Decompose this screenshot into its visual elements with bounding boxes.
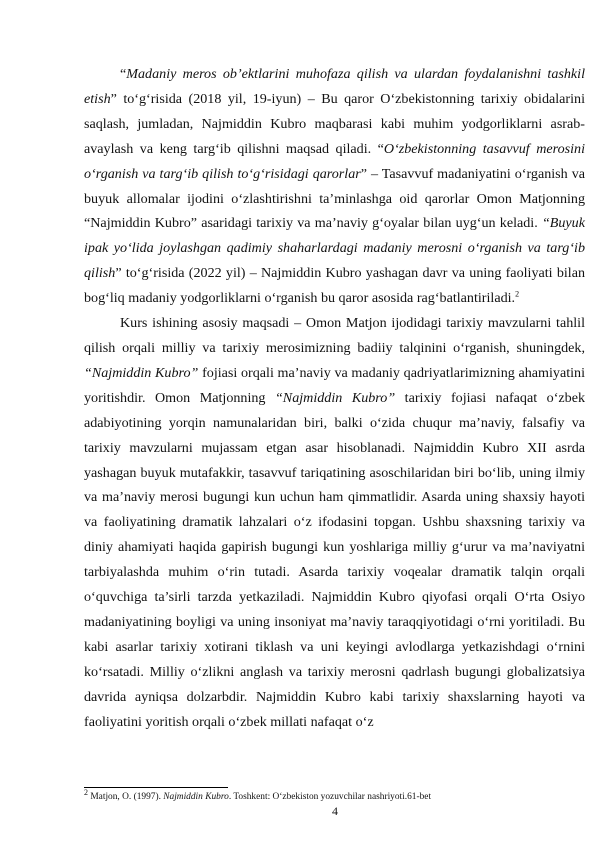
- footnote-divider: [84, 787, 228, 788]
- body-text: [84, 62, 585, 734]
- decree-text-1: to‘g‘risida (2018 yil, 19-iyun) – Bu qaror O‘zbekistonning tarixiy obidalarini saqlash, jumladan, Najmiddin Kubro maqbarasi kabi muhim yodgorliklarni asrab-avaylash va keng targ‘ib qilishni maqsad qiladi.: [84, 90, 585, 157]
- footnote: [84, 787, 585, 803]
- decree-text-3: to‘g‘risida (2022 yil) – Najmiddin Kubro yashagan davr va uning faoliyati bilan bog‘liq madaniy yodgorliklarni o‘rganish bu qaror asosida rag‘batlantiriladi.: [84, 265, 585, 307]
- decree-text-2: – Tasavvuf madaniyatini o‘rganish va buyuk allomalar ijodini o‘zlashtirishni ta’minlashga oid qarorlar Omon Matjonning “Najmiddin Kubro” asaridagi tarixiy va ma’naviy g‘oyalar bilan uyg‘un keladi.: [84, 165, 585, 232]
- footnote-author: Matjon, O. (1997).: [88, 792, 164, 802]
- page-number: 4: [332, 804, 338, 818]
- paragraph-decrees: [84, 62, 585, 311]
- paragraph-course-aim: [84, 311, 585, 734]
- aim-text-2: fojiasi orqali ma’naviy va madaniy qadriyatlarimizning ahamiyatini yoritishdir. Omon Matjonning: [84, 364, 586, 406]
- aim-text-1: Kurs ishining asosiy maqsadi – Omon Matjon ijodidagi tarixiy mavzularni tahlil qilish orqali milliy va tarixiy merosimizning badiiy talqinini o‘rganish, shuningdek,: [84, 315, 585, 356]
- decree-title-1: Madaniy meros ob’ektlarini muhofaza qilish va ulardan foydalanishni tashkil etish: [84, 66, 585, 107]
- footnote-publisher: . Toshkent: O‘zbekiston yozuvchilar nashriyoti.61-bet: [228, 792, 432, 802]
- decree-title-3: “Buyuk ipak yo‘lida joylashgan qadimiy shaharlardagi madaniy merosni o‘rganish va targ‘ib qilish: [84, 215, 585, 282]
- work-title-ref-2: “Najmiddin Kubro”: [274, 389, 396, 406]
- quote-mark: ”: [360, 165, 367, 182]
- quote-mark: “: [377, 140, 384, 157]
- decree-title-2: O‘zbekistonning tasavvuf merosini o‘rganish va targ‘ib qilish to‘g‘risidagi qarorlar: [84, 140, 585, 182]
- footnote-title: Najmiddin Kubro: [163, 792, 229, 802]
- aim-text-3: tarixiy fojiasi nafaqat o‘zbek adabiyotining yorqin namunalaridan biri, balki o‘zida chuqur ma’naviy, falsafiy va tarixiy mavzularni mujassam etgan asar hisoblanadi. Najmiddin Kubro XII asrda yashagan buyuk mutafakkir, tasavvuf tariqatining asoschilaridan biri bo‘lib, uning ilmiy va ma’naviy merosi bugungi kun uchun ham qimmatlidir. Asarda uning shaxsiy hayoti va faoliyatining dramatik lahzalari o‘z ifodasini topgan. Ushbu shaxsning tarixiy va diniy ahamiyati haqida gapirish bugungi kun yoshlariga milliy g‘urur va ma’naviyatni tarbiyalashda muhim o‘rin tutadi. Asarda tarixiy voqealar dramatik talqin orqali o‘quvchiga ta’sirli tarzda yetkaziladi. Najmiddin Kubro qiyofasi orqali O‘rta Osiyo madaniyatining boyligi va uning insoniyat ma’naviy taraqqiyotidagi o‘rni yoritiladi. Bu kabi asarlar tarixiy xotirani tiklash va uni keyingi avlodlarga yetkazishdagi o‘rnini ko‘rsatadi. Milliy o‘zlikni anglash va tarixiy merosni qadrlash bugungi globalizatsiya davrida ayniqsa dolzarbdir. Najmiddin Kubro kabi tarixiy shaxslarning hayoti va faoliyatini yoritish orqali o‘zbek millati nafaqat o‘z: [84, 389, 585, 730]
- work-title-ref-1: “Najmiddin Kubro”: [84, 364, 199, 381]
- footnote-number: 2: [84, 787, 88, 797]
- footnote-reference[interactable]: 2: [515, 289, 520, 299]
- quote-mark: “: [120, 66, 127, 82]
- quote-mark: ”: [110, 90, 117, 107]
- quote-mark: ”: [115, 265, 122, 282]
